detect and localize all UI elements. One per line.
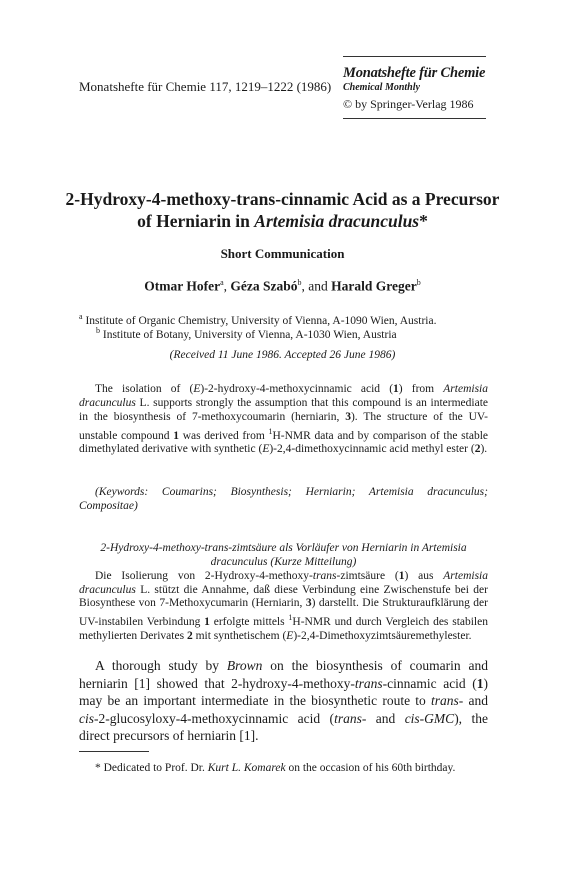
affiliation-b: $^b$ Institute of Botany, University of Vienna, A-1030 Wien, Austria xyxy=(96,326,397,341)
footnote-dedication: * Dedicated to Prof. Dr. Kurt L. Komarek on the occasion of his 60th birthday. xyxy=(95,762,456,774)
author-name: Otmar Hofer xyxy=(144,278,221,294)
author-name: Géza Szabó xyxy=(230,278,298,294)
copyright-notice: © by Springer-Verlag 1986 xyxy=(343,97,474,111)
masthead-bottom-rule xyxy=(343,118,486,119)
footnote-rule xyxy=(79,751,149,752)
german-title: 2-Hydroxy-4-methoxy-trans-zimtsäure als Vorläufer von Herniarin in Artemisia dracunculus (Kurze Mitteilung) xyxy=(100,542,467,568)
affiliation-a: $^a$ Institute of Organic Chemistry, University of Vienna, A-1090 Wien, Austria. xyxy=(79,312,437,327)
author-name: Harald Greger xyxy=(331,278,417,294)
journal-subtitle: Chemical Monthly xyxy=(343,82,420,93)
journal-name: Monatshefte für Chemie xyxy=(343,65,486,81)
journal-citation: Monatshefte für Chemie 117, 1219–1222 (1986) xyxy=(79,79,332,94)
author-list: Otmar Hofer$^a$, Géza Szabó$^b$, and Harald Greger$^b$ xyxy=(144,278,421,294)
keywords: (Keywords: Coumarins; Biosynthesis; Herniarin; Artemisia dracunculus; Compositae) xyxy=(79,486,488,512)
abstract-english: The isolation of (E)-2-hydroxy-4-methoxycinnamic acid (1) from Artemisia dracunculus L. supports strongly the assumption that this compound is an intermediate in the biosynthesis of 7-methoxycoumarin (herniarin, 3). The structure of the UV-unstable compound 1 was derived from $^1$H-NMR data and by comparison of the stable dimethylated derivative with synthetic (E)-2,4-dimethoxycinnamic acid methyl ester (2). xyxy=(79,383,489,456)
article-title: 2-Hydroxy-4-methoxy-trans-cinnamic Acid as a Precursor of Herniarin in Artemisia dracunculus* xyxy=(65,189,500,231)
abstract-german: Die Isolierung von 2-Hydroxy-4-methoxy-trans-zimtsäure (1) aus Artemisia dracunculus L. stützt die Annahme, daß diese Verbindung eine Zwischenstufe bei der Biosynthese von 7-Methoxycumarin (Herniarin, 3) darstellt. Die Strukturaufklärung der UV-instabilen Verbindung 1 erfolgte mittels $^1$H-NMR und durch Vergleich des stabilen methylierten Derivates 2 mit synthetischem (E)-2,4-Dimethoxyzimtsäuremethylester. xyxy=(79,570,488,642)
journal-masthead xyxy=(343,56,486,119)
body-paragraph: A thorough study by Brown on the biosynthesis of coumarin and herniarin [1] showed that 2-hydroxy-4-methoxy-trans-cinnamic acid (1) may be an important intermediate in the biosynthetic route to trans- and cis-2-glucosyloxy-4-methoxycinnamic acid (trans- and cis-GMC), the direct precursors of herniarin [1]. xyxy=(79,658,488,743)
masthead-top-rule xyxy=(343,56,486,57)
received-dates: (Received 11 June 1986. Accepted 26 June 1986) xyxy=(169,349,396,361)
article-type: Short Communication xyxy=(220,246,345,261)
